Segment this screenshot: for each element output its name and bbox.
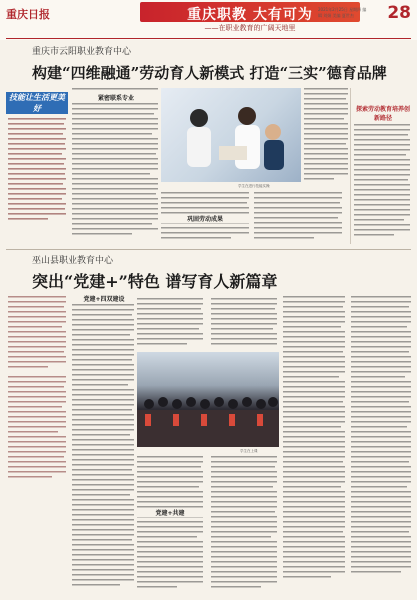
article1-column-1 bbox=[72, 88, 160, 238]
article1-subhead-1: 紧密联系专业 bbox=[72, 93, 160, 102]
masthead-rule bbox=[6, 38, 411, 39]
photo2-caption: 学生在上课 bbox=[240, 449, 258, 453]
article1-column-3 bbox=[254, 192, 344, 248]
newspaper-logo: 重庆日报 bbox=[6, 8, 50, 21]
article1-kicker: 重庆市云阳职业教育中心 bbox=[32, 47, 132, 57]
sidebar-title: 技能让生活更美好 bbox=[6, 92, 68, 114]
article2-subhead-1: 党建+四双建设 bbox=[83, 296, 125, 303]
article1-column-4 bbox=[304, 88, 350, 188]
article1-headline: 构建“四维融通”劳动育人新模式 打造“三实”德育品牌 bbox=[32, 64, 387, 82]
sidebar-text-block bbox=[6, 118, 68, 240]
article-separator bbox=[6, 249, 411, 250]
photo1-caption: 学生在进行技能实操 bbox=[238, 184, 270, 188]
article2-column-2-top bbox=[137, 298, 279, 350]
issue-meta: 2021年2月25日 星期四 编辑 刘娟 美编 夏世杰 bbox=[318, 7, 367, 18]
right-column-divider bbox=[350, 88, 351, 244]
article2-kicker: 巫山县职业教育中心 bbox=[32, 256, 114, 266]
banner-title: 重庆职教 大有可为 bbox=[187, 7, 313, 23]
page-number: 28 bbox=[387, 3, 411, 23]
article2-headline: 突出“党建+”特色 谱写育人新篇章 bbox=[32, 272, 278, 291]
article2-photo bbox=[137, 352, 279, 447]
article2-subhead-2: 党建+共建 bbox=[137, 508, 203, 517]
article1-subhead-2: 巩固劳动成果 bbox=[161, 214, 249, 223]
article2-column-3 bbox=[283, 296, 413, 594]
article2-sidebar-text bbox=[6, 296, 68, 592]
article2-column-2-bottom bbox=[137, 456, 279, 596]
right-column-text bbox=[354, 124, 412, 246]
article2-column-1 bbox=[72, 304, 136, 594]
sidebar-box bbox=[6, 90, 68, 240]
photo-students-icon bbox=[161, 88, 301, 182]
article1-photo bbox=[161, 88, 301, 182]
banner-subtitle: ——在职业教育的广阔天地里 bbox=[204, 24, 296, 32]
photo-graduates-icon bbox=[137, 352, 279, 447]
masthead bbox=[0, 0, 417, 40]
right-column-title: 探索劳动教育培养创新路径 bbox=[356, 106, 411, 122]
